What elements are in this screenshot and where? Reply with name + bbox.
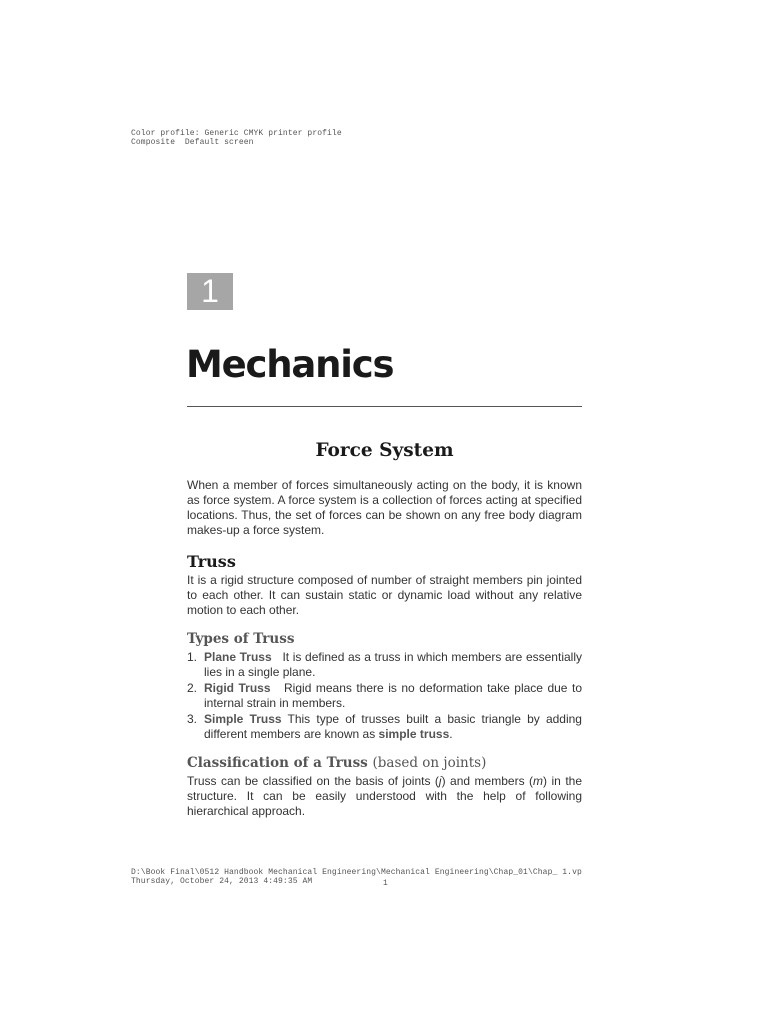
- term-simple-truss: Simple Truss: [204, 712, 282, 726]
- list-number: 1.: [187, 650, 198, 664]
- list-item: [187, 650, 582, 680]
- text-run: ) in the structure. It can be easily understood with the help of following hierarchical approach.: [187, 774, 583, 818]
- classification-heading-suffix: (based on joints): [372, 755, 487, 771]
- classification-heading: [187, 755, 582, 771]
- page-number: 1: [383, 879, 388, 888]
- section-title: Force System: [315, 440, 454, 461]
- classification-heading-main: Classification of a Truss: [187, 755, 368, 771]
- print-footer: [131, 869, 582, 886]
- term-rigid-truss: Rigid Truss: [204, 681, 271, 695]
- page-body: [187, 440, 582, 819]
- definition-end: .: [449, 727, 453, 741]
- color-profile-line: Color profile: Generic CMYK printer profile: [131, 129, 342, 138]
- list-item: [187, 712, 582, 742]
- print-header: [131, 130, 342, 147]
- var-j: j: [438, 774, 442, 788]
- definition-text: It is defined as a truss in which members are essentially lies in a single plane.: [204, 650, 582, 679]
- chapter-title: Mechanics: [186, 343, 394, 386]
- types-list: [187, 650, 582, 742]
- list-number: 3.: [187, 712, 198, 726]
- text-run: Truss can be classified on the basis of joints (: [187, 774, 439, 788]
- list-item: [187, 681, 582, 711]
- var-m: m: [533, 774, 544, 788]
- intro-paragraph: When a member of forces simultaneously acting on the body, it is known as force system. A force system is a collection of forces acting at specified locations. Thus, the set of forces can be shown on any free body diagram makes-up a force system.: [187, 478, 582, 537]
- truss-heading: Truss: [187, 552, 236, 571]
- composite-line: Composite Default screen: [131, 137, 254, 147]
- types-heading: Types of Truss: [187, 631, 295, 647]
- classification-paragraph: [187, 774, 582, 819]
- definition-text: Rigid means there is no deformation take place due to internal strain in members.: [204, 681, 582, 710]
- print-timestamp: Thursday, October 24, 2013 4:49:35 AM: [131, 876, 313, 886]
- definition-text: This type of trusses built a basic triangle by adding different members are known as: [204, 712, 582, 741]
- truss-paragraph: It is a rigid structure composed of number of straight members pin jointed to each other. It can sustain static or dynamic load without any relative motion to each other.: [187, 573, 582, 617]
- inline-bold-term: simple truss: [378, 727, 450, 741]
- text-run: ) and members (: [441, 774, 534, 788]
- title-divider: [187, 406, 582, 407]
- file-path: D:\Book Final\0512 Handbook Mechanical Engineering\Mechanical Engineering\Chap_01\Chap_ 1.vp: [131, 868, 582, 877]
- list-number: 2.: [187, 681, 198, 695]
- chapter-number-badge: 1: [187, 273, 233, 310]
- term-plane-truss: Plane Truss: [204, 650, 272, 664]
